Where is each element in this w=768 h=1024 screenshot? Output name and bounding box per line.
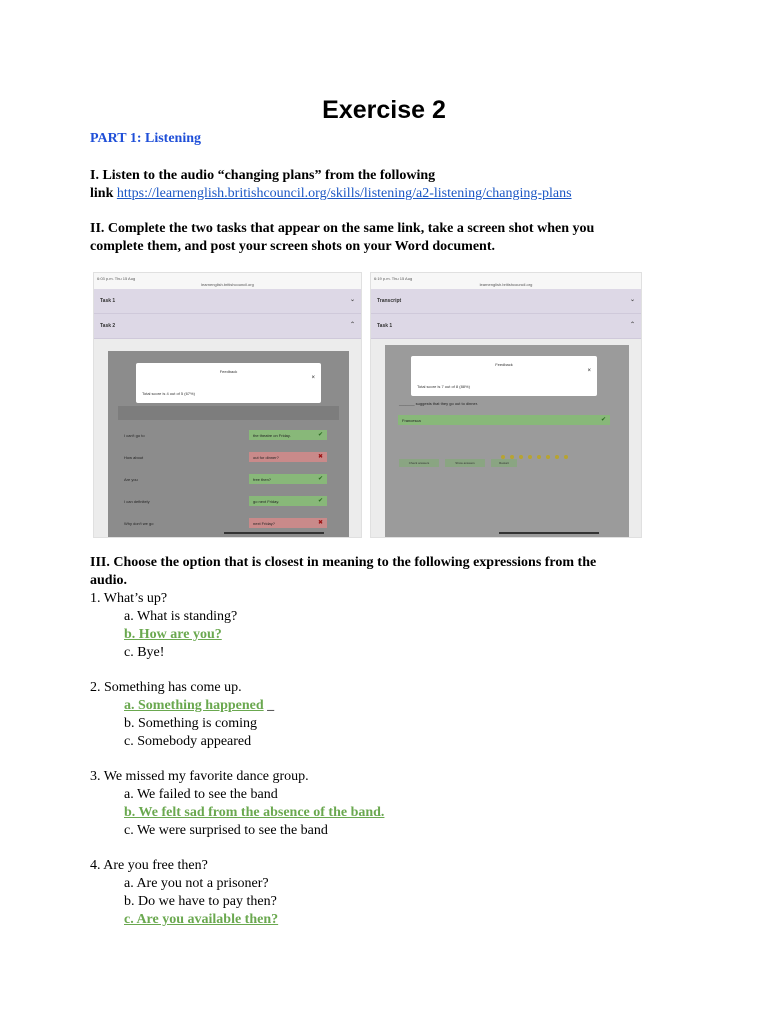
question-1: 1. What’s up? <box>90 591 168 606</box>
blank-marker: _ <box>263 698 275 713</box>
progress-dot <box>555 455 559 459</box>
question-2: 2. Something has come up. <box>90 680 242 695</box>
feedback-modal <box>136 363 321 403</box>
section-1-line-1: I. Listen to the audio “changing plans” from the following <box>90 168 436 183</box>
question-4: 4. Are you free then? <box>90 858 208 873</box>
close-icon: × <box>311 375 315 381</box>
answer-text: Francesca <box>402 418 421 423</box>
answer-box <box>398 415 610 425</box>
option-1b-correct: b. How are you? <box>124 627 222 642</box>
chevron-up-icon: ⌃ <box>629 322 635 328</box>
check-icon: ✔ <box>600 417 606 423</box>
show-answers-button: Show answers <box>445 459 485 467</box>
accordion-task-1 <box>94 289 361 314</box>
option-2b: b. Something is coming <box>124 716 257 731</box>
task-1-screenshot <box>370 272 642 538</box>
browser-bar <box>94 273 361 289</box>
answer-box <box>249 452 327 462</box>
row-label: Why don't we go <box>124 521 154 526</box>
progress-dot <box>537 455 541 459</box>
modal-score: Total score is 4 out of 5 (67%) <box>142 391 195 396</box>
section-3-line-2: audio. <box>90 573 127 588</box>
progress-dot <box>528 455 532 459</box>
feedback-modal <box>411 356 597 396</box>
progress-dot <box>546 455 550 459</box>
accordion-task-2 <box>94 314 361 339</box>
browser-url: learnenglish.britishcouncil.org <box>201 282 254 287</box>
close-icon: × <box>587 368 591 374</box>
accordion-label: Task 2 <box>100 323 116 329</box>
progress-dot <box>564 455 568 459</box>
home-indicator <box>499 532 599 534</box>
option-1c: c. Bye! <box>124 645 165 660</box>
task-2-screenshot <box>93 272 362 538</box>
chevron-up-icon: ⌃ <box>349 322 355 328</box>
answer-text: out for dinner? <box>253 455 279 460</box>
section-1-line-2 <box>90 185 650 203</box>
section-2-line-2: complete them, and post your screen shots on your Word document. <box>90 239 495 254</box>
section-2-line-1: II. Complete the two tasks that appear on the same link, take a screen shot when you <box>90 221 595 236</box>
restart-button: Restart <box>491 459 517 467</box>
answer-box <box>249 474 327 484</box>
link-prefix: link <box>90 186 117 201</box>
row-label: I can definitely <box>124 499 150 504</box>
check-answers-button: Check answers <box>399 459 439 467</box>
section-2-instructions <box>90 220 650 256</box>
answer-text: go next Friday. <box>253 499 280 504</box>
modal-title: Feedback <box>495 362 513 367</box>
option-4b: b. Do we have to pay then? <box>124 894 277 909</box>
option-2c: c. Somebody appeared <box>124 734 252 749</box>
option-1a: a. What is standing? <box>124 609 238 624</box>
modal-score: Total score is 7 out of 8 (88%) <box>417 384 470 389</box>
option-3a: a. We failed to see the band <box>124 787 278 802</box>
row-label: Are you <box>124 477 138 482</box>
section-3-line-1: III. Choose the option that is closest in meaning to the following expressions from the <box>90 555 597 570</box>
answer-text: free then? <box>253 477 272 482</box>
row-label: I can't go to <box>124 433 145 438</box>
browser-url: learnenglish.britishcouncil.org <box>479 282 533 287</box>
accordion-label: Transcript <box>377 298 402 304</box>
cross-icon: ✖ <box>317 454 323 460</box>
option-4a: a. Are you not a prisoner? <box>124 876 269 891</box>
page-title: Exercise 2 <box>322 96 446 124</box>
check-icon: ✔ <box>317 476 323 482</box>
browser-bar <box>371 273 641 289</box>
option-3b-correct: b. We felt sad from the absence of the band. <box>124 805 385 820</box>
accordion-transcript <box>371 289 641 314</box>
check-icon: ✔ <box>317 432 323 438</box>
modal-title: Feedback <box>219 369 238 374</box>
section-3-instructions <box>90 554 650 590</box>
accordion-label: Task 1 <box>377 323 393 329</box>
option-2a-correct: a. Something happened <box>124 698 264 713</box>
section-1-instructions <box>90 167 650 203</box>
part-heading: PART 1: Listening <box>90 131 202 146</box>
check-icon: ✔ <box>317 498 323 504</box>
option-2a <box>124 697 274 715</box>
answer-box <box>249 430 327 440</box>
answer-text: the theatre on Friday. <box>253 433 291 438</box>
accordion-label: Task 1 <box>100 298 116 304</box>
question-3: 3. We missed my favorite dance group. <box>90 769 309 784</box>
changing-plans-link[interactable]: https://learnenglish.britishcouncil.org/skills/listening/a2-listening/changing-plans <box>116 186 572 201</box>
option-3c: c. We were surprised to see the band <box>124 823 328 838</box>
row-label: How about <box>124 455 144 460</box>
home-indicator <box>224 532 324 534</box>
status-time: 6:03 p.m. Thu 15 Aug <box>97 276 136 281</box>
progress-dot <box>519 455 523 459</box>
answer-box <box>249 518 327 528</box>
option-4c-correct: c. Are you available then? <box>124 912 279 927</box>
chevron-down-icon: ⌄ <box>349 297 355 303</box>
answer-bar <box>118 406 339 420</box>
answer-text: next Friday? <box>253 521 276 526</box>
sentence-line: _______ suggests that they go out to dinner. <box>399 401 478 406</box>
cross-icon: ✖ <box>317 520 323 526</box>
answer-box <box>249 496 327 506</box>
status-time: 6:19 p.m. Thu 15 Aug <box>374 276 413 281</box>
chevron-down-icon: ⌄ <box>629 297 635 303</box>
accordion-task-1 <box>371 314 641 339</box>
